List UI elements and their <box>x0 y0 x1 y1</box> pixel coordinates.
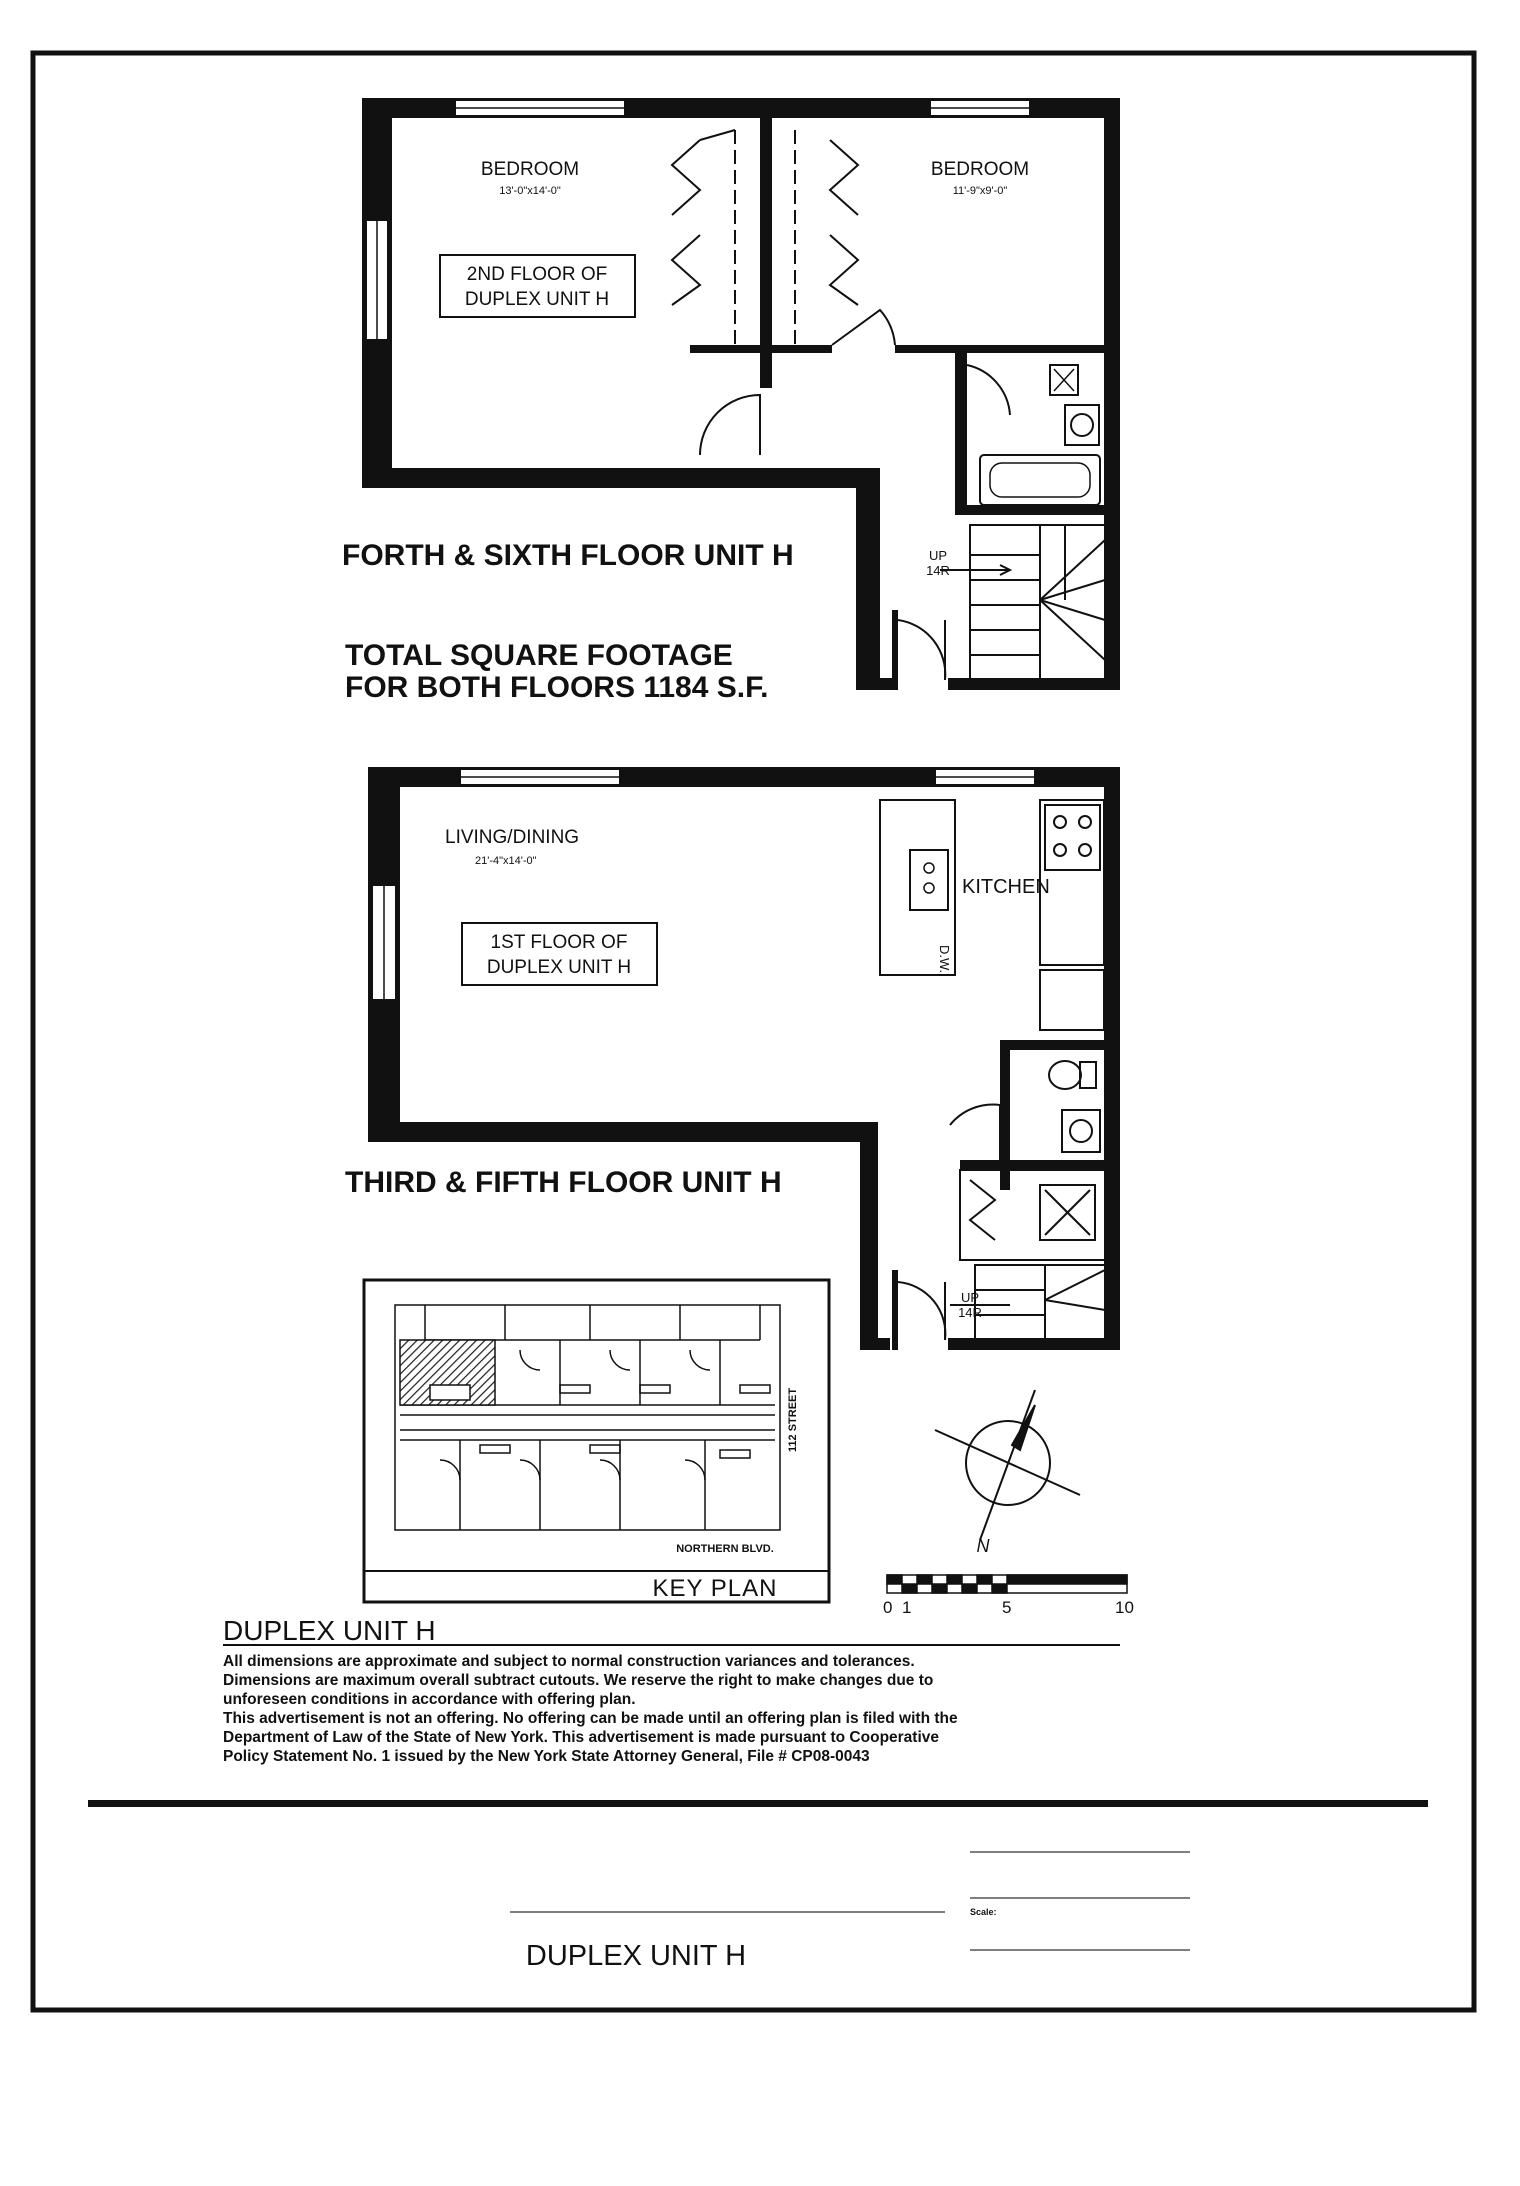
stair-risers: 14R <box>958 1305 982 1320</box>
disclaimer-line: Dimensions are maximum overall subtract cutouts. We reserve the right to make changes due to <box>223 1672 934 1689</box>
upper-plan-labels <box>342 159 1029 704</box>
key-plan-street-label: NORTHERN BLVD. <box>676 1543 774 1555</box>
scale-ticks <box>883 1598 1134 1617</box>
divider-rule <box>88 1800 1428 1807</box>
door-swing <box>967 365 1010 415</box>
north-label: N <box>976 1536 990 1556</box>
dishwasher-label: D.W. <box>937 945 952 974</box>
stair <box>940 525 1105 680</box>
room-size: 21'-4"x14'-0" <box>475 855 537 867</box>
title-block-title: DUPLEX UNIT H <box>525 1940 747 1972</box>
door-swing <box>700 395 760 455</box>
floor-tag: DUPLEX UNIT H <box>486 957 632 978</box>
disclaimer-line: This advertisement is not an offering. No offering can be made until an offering plan is filed with the <box>223 1710 958 1727</box>
disclaimer-line: Policy Statement No. 1 issued by the New York State Attorney General, File # CP08-0043 <box>223 1748 870 1765</box>
disclaimer-line: All dimensions are approximate and subject to normal construction variances and tolerances. <box>223 1653 915 1670</box>
sheet-title: DUPLEX UNIT H <box>223 1615 436 1646</box>
square-footage: TOTAL SQUARE FOOTAGE <box>345 639 733 672</box>
entry-door <box>898 620 945 680</box>
floor-tag: 2ND FLOOR OF <box>466 264 608 285</box>
square-footage: FOR BOTH FLOORS 1184 S.F. <box>345 671 769 704</box>
plan-caption: FORTH & SIXTH FLOOR UNIT H <box>342 539 794 572</box>
key-plan-building <box>395 1305 780 1530</box>
closet-left <box>672 130 735 345</box>
room-name: BEDROOM <box>480 159 580 180</box>
disclaimer-line: Department of Law of the State of New York. This advertisement is made pursuant to Cooperative <box>223 1729 940 1746</box>
stair-label: UP <box>960 1290 980 1305</box>
wall-right <box>1104 98 1120 690</box>
stair-risers: 14R <box>926 563 950 578</box>
disclaimer-line: unforeseen conditions in accordance with offering plan. <box>223 1691 636 1708</box>
scale-tick: 1 <box>902 1598 912 1617</box>
bathroom-wall <box>955 353 967 513</box>
refrigerator <box>1040 970 1104 1030</box>
closet <box>960 1170 1105 1260</box>
room-size: 13'-0"x14'-0" <box>499 185 561 197</box>
scale-tick: 0 <box>883 1598 893 1617</box>
kitchen-label: KITCHEN <box>962 876 1050 898</box>
key-plan-street-label: 112 STREET <box>787 1387 799 1453</box>
sink-icon <box>1062 1110 1100 1152</box>
closet-right <box>795 130 858 345</box>
toilet-icon <box>1049 1061 1081 1089</box>
scale-tick: 10 <box>1115 1598 1134 1617</box>
wall-bottom-left <box>362 468 880 488</box>
stair-label: UP <box>928 548 948 563</box>
scale-tick: 5 <box>1002 1598 1012 1617</box>
door-swing <box>950 1105 1000 1160</box>
stove-icon <box>1045 805 1100 870</box>
scale-bar <box>887 1575 1127 1593</box>
room-size: 11'-9"x9'-0" <box>952 185 1008 197</box>
partition-wall <box>760 118 772 388</box>
room-name: BEDROOM <box>930 159 1030 180</box>
title-block <box>510 1852 1190 1950</box>
floor-tag: DUPLEX UNIT H <box>464 289 610 310</box>
title-block-scale-label: Scale: <box>970 1907 997 1917</box>
north-arrow <box>935 1390 1080 1540</box>
disclaimer-note <box>223 1652 1123 1766</box>
floor-tag: 1ST FLOOR OF <box>490 932 628 953</box>
lower-plan-labels <box>345 827 1050 1320</box>
room-name: LIVING/DINING <box>445 827 580 848</box>
door-swing <box>832 310 895 345</box>
sink-icon <box>910 850 948 910</box>
key-plan-title: KEY PLAN <box>652 1575 778 1602</box>
plan-caption: THIRD & FIFTH FLOOR UNIT H <box>345 1166 782 1199</box>
entry-door <box>898 1282 945 1340</box>
wall-notch <box>856 468 880 690</box>
